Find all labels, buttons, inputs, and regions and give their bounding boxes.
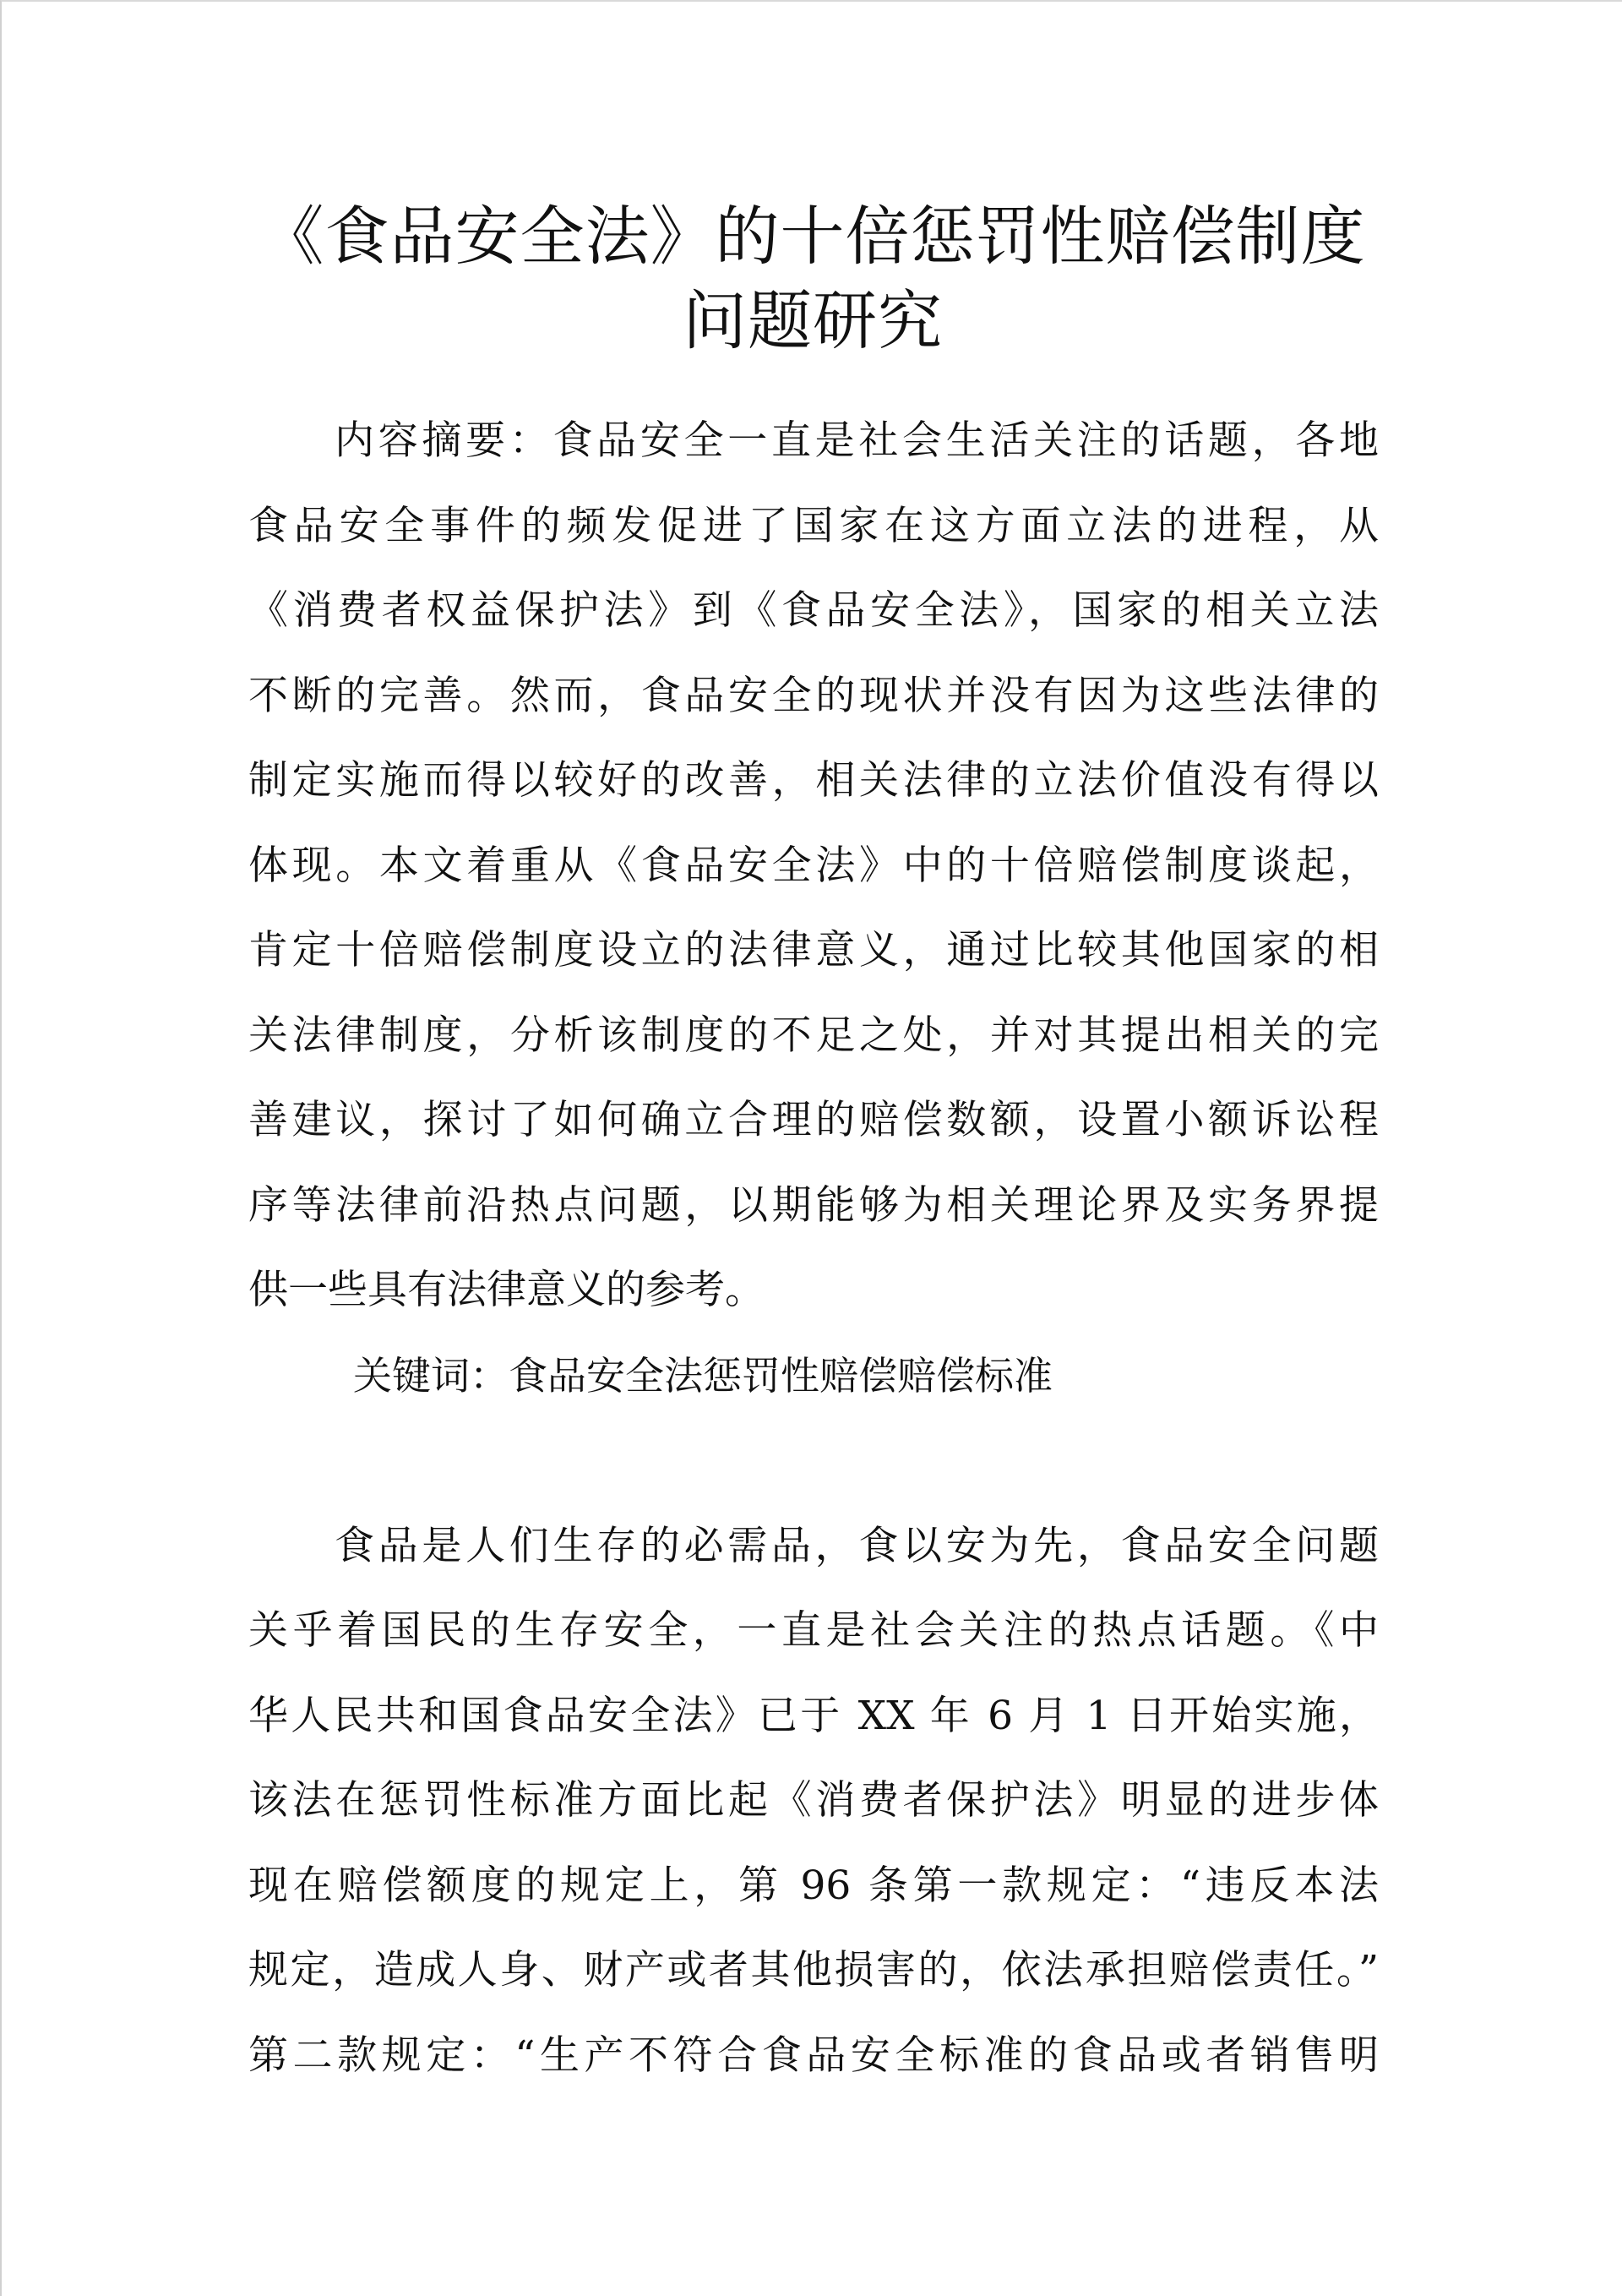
body-line: 该法在惩罚性标准方面比起《消费者保护法》明显的进步体 [248,1777,1379,1824]
abstract-line: 善建议，探讨了如何确立合理的赔偿数额，设置小额诉讼程 [248,1097,1379,1143]
body-line: 华人民共和国食品安全法》已于 XX 年 6 月 1 日开始实施， [248,1692,1379,1739]
abstract-line: 肯定十倍赔偿制度设立的法律意义，通过比较其他国家的相 [248,927,1379,973]
body-line: 规定，造成人身、财产或者其他损害的，依法承担赔偿责任。” [248,1947,1379,1993]
abstract-line: 食品安全事件的频发促进了国家在这方面立法的进程，从 [248,502,1379,549]
abstract-line: 序等法律前沿热点问题，以期能够为相关理论界及实务界提 [248,1181,1379,1229]
document-title [248,194,1377,363]
body-line: 第二款规定：“生产不符合食品安全标准的食品或者销售明 [248,2031,1379,2079]
title-line-2: 问题研究 [683,283,943,358]
abstract-paragraph [248,399,1379,1333]
abstract-line: 关法律制度，分析该制度的不足之处，并对其提出相关的完 [248,1012,1379,1059]
keywords-line: 关键词：食品安全法惩罚性赔偿赔偿标准 [353,1352,1053,1399]
abstract-line: 制定实施而得以较好的改善，相关法律的立法价值没有得以 [248,757,1379,804]
body-line: 关乎着国民的生存安全，一直是社会关注的热点话题。《中 [248,1607,1379,1654]
abstract-line: 内容摘要：食品安全一直是社会生活关注的话题，各地 [335,417,1379,464]
body-paragraph [248,1504,1379,2099]
title-line-1: 《食品安全法》的十倍惩罚性赔偿制度 [259,199,1366,274]
abstract-line: 《消费者权益保护法》到《食品安全法》，国家的相关立法 [248,587,1379,634]
body-line: 食品是人们生存的必需品，食以安为先，食品安全问题 [335,1522,1379,1569]
abstract-line: 供一些具有法律意义的参考。 [248,1267,765,1313]
section-spacer [248,1418,1379,1504]
abstract-line: 体现。本文着重从《食品安全法》中的十倍赔偿制度谈起， [248,842,1379,889]
body-line: 现在赔偿额度的规定上，第 96 条第一款规定：“违反本法 [248,1862,1379,1909]
abstract-line: 不断的完善。然而，食品安全的现状并没有因为这些法律的 [248,672,1379,719]
document-content [248,399,1379,2098]
